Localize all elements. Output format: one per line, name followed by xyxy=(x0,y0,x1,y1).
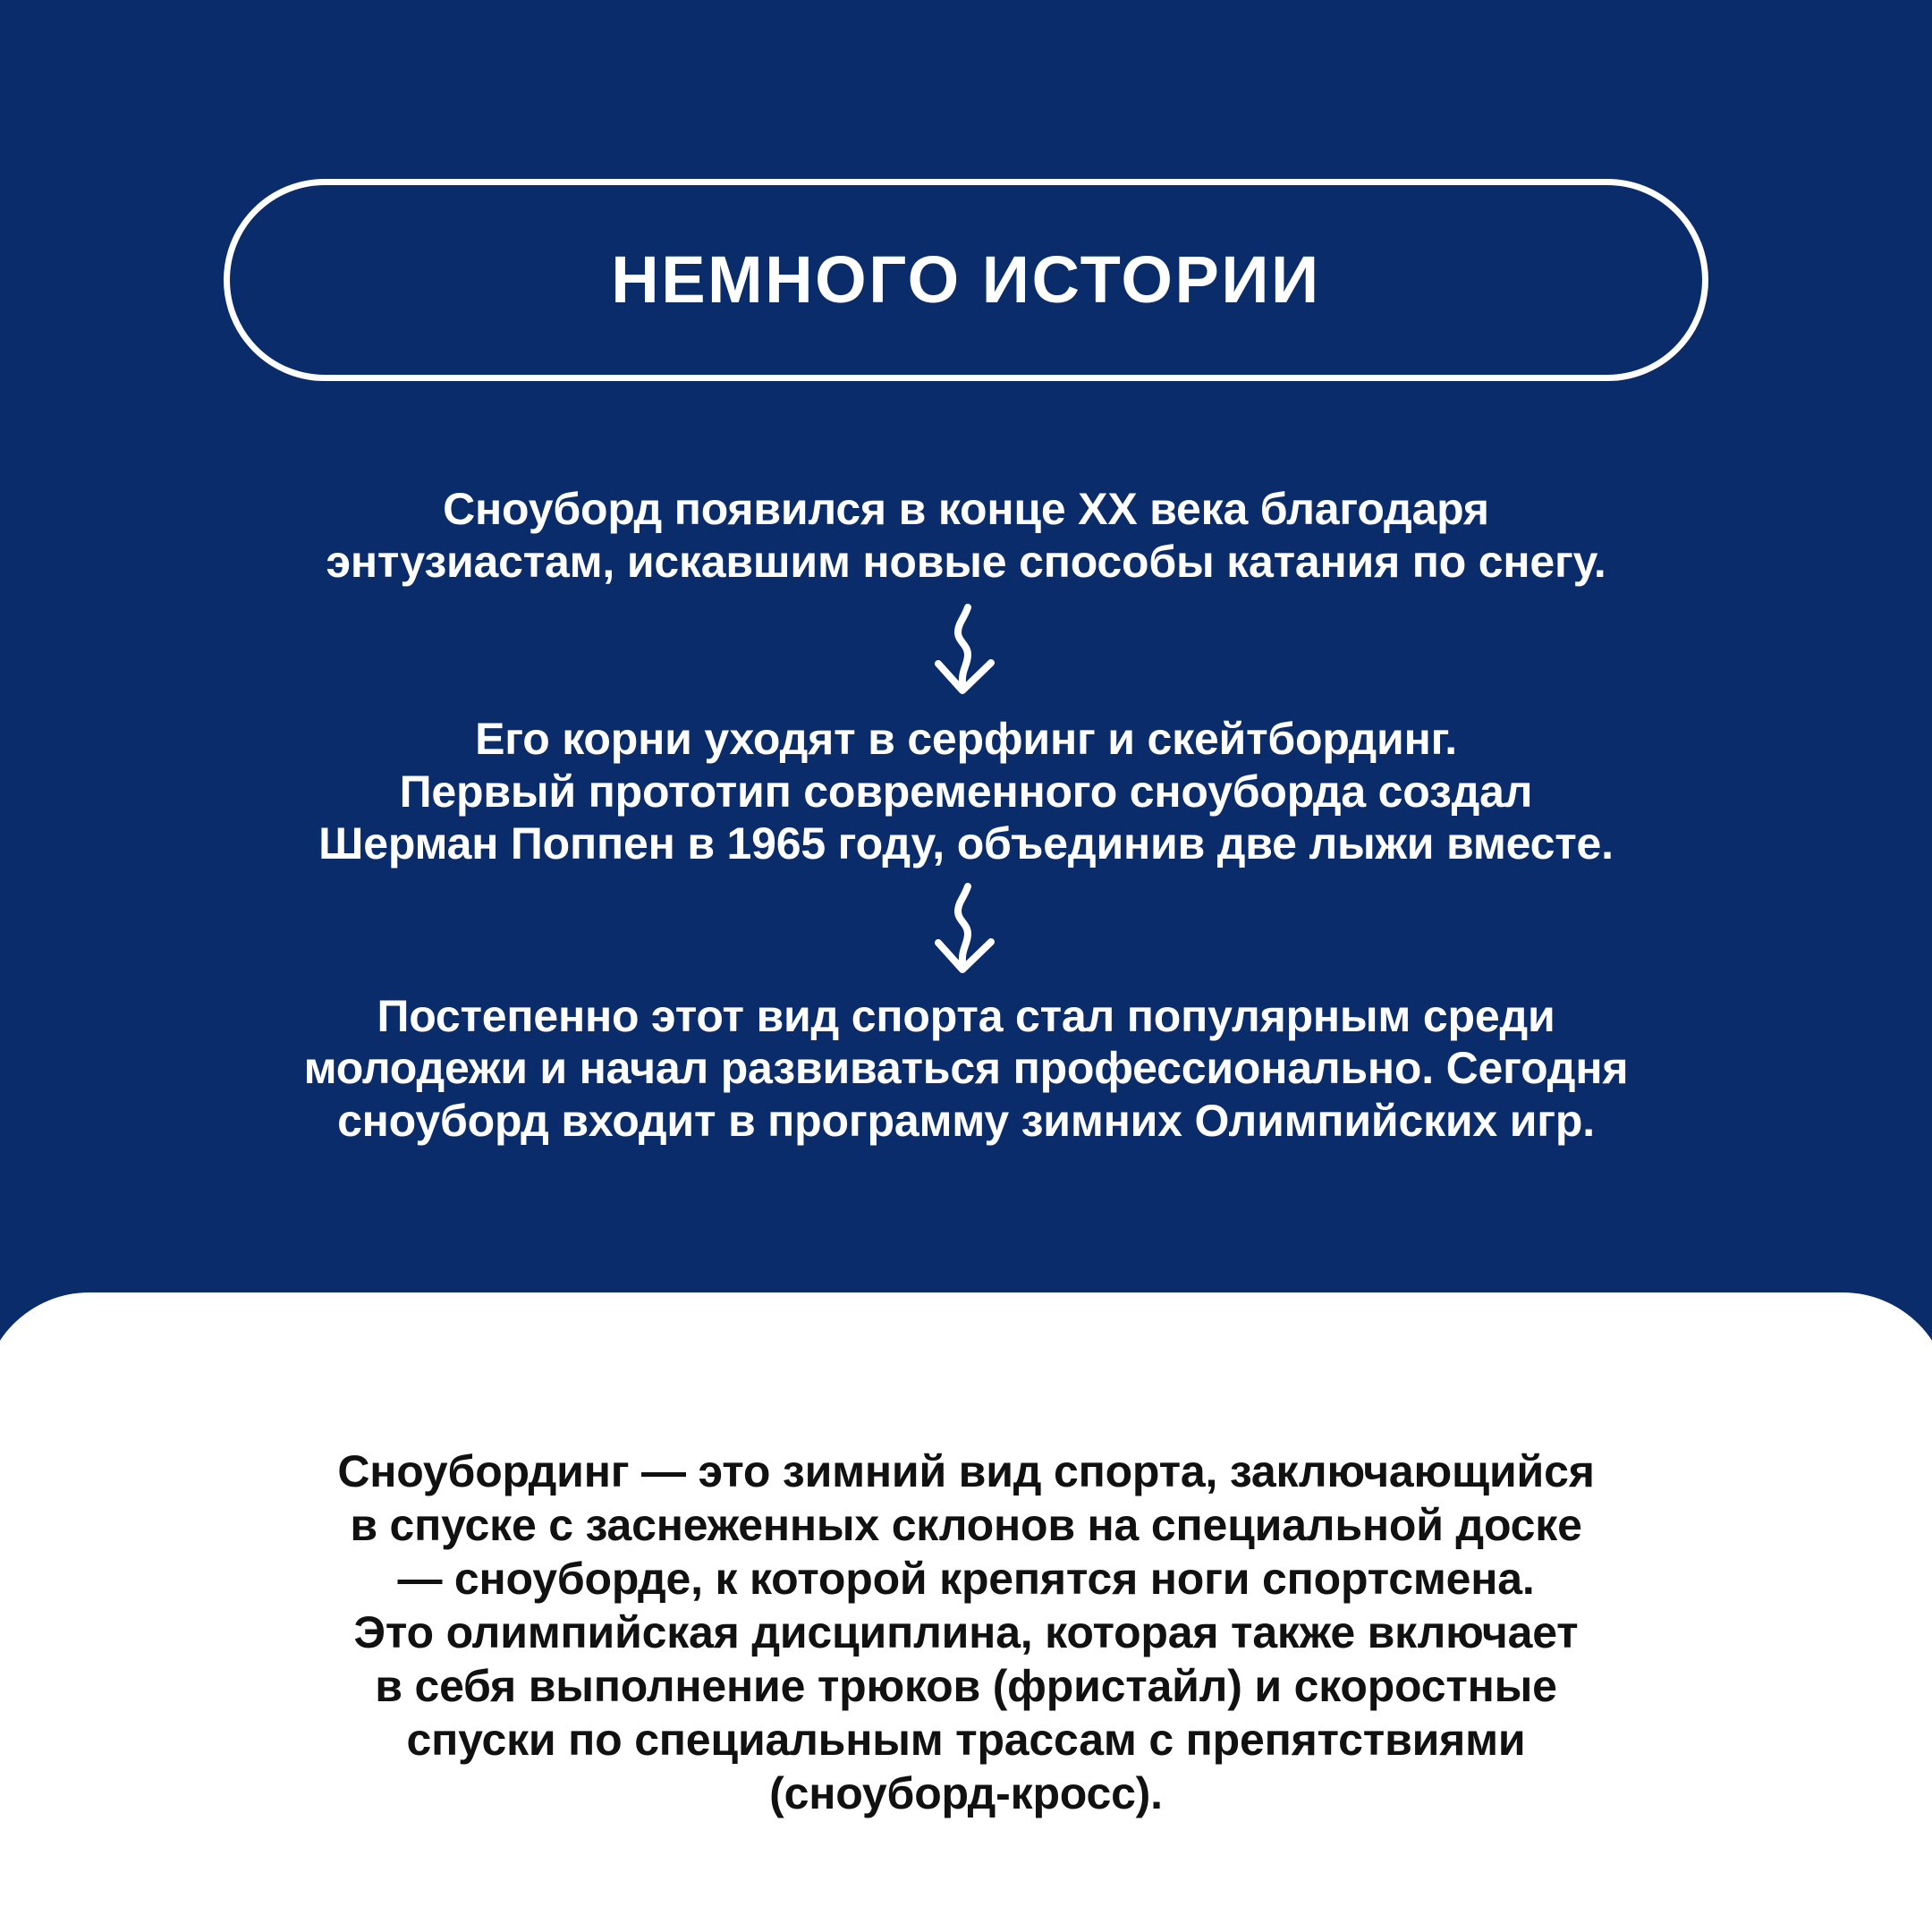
history-step-2-line-2: Первый прототип современного сноуборда создал xyxy=(399,766,1533,817)
page-title-pill xyxy=(224,179,1708,381)
history-step-3-line-3: сноуборд входит в программу зимних Олимпийских игр. xyxy=(337,1095,1595,1146)
definition-line-7: (сноуборд-кросс). xyxy=(769,1768,1163,1818)
history-step-2-line-3: Шерман Поппен в 1965 году, объединив две лыжи вместе. xyxy=(318,818,1614,869)
history-connector-2 xyxy=(0,883,1932,976)
history-step-1-line-2: энтузиастам, искавшим новые способы катания по снегу. xyxy=(326,536,1606,587)
definition-line-2: в спуске с заснеженных склонов на специальной доске xyxy=(350,1500,1582,1550)
definition-card xyxy=(0,1292,1932,1932)
history-connector-1 xyxy=(0,604,1932,697)
history-flow xyxy=(0,483,1932,1147)
definition-line-5: в себя выполнение трюков (фристайл) и скоростные xyxy=(375,1661,1557,1711)
history-step-1 xyxy=(116,483,1816,588)
definition-line-4: Это олимпийская дисциплина, которая также включает xyxy=(353,1607,1579,1657)
definition-card-text xyxy=(98,1445,1834,1820)
history-step-3 xyxy=(116,990,1816,1148)
definition-line-6: спуски по специальным трассам с препятствиями xyxy=(406,1715,1526,1765)
squiggly-down-arrow-icon xyxy=(928,883,1004,976)
history-step-2 xyxy=(116,713,1816,870)
history-step-1-line-1: Сноуборд появился в конце XX века благодаря xyxy=(443,484,1489,534)
history-step-2-line-1: Его корни уходят в серфинг и скейтбординг. xyxy=(475,714,1457,764)
page-title: НЕМНОГО ИСТОРИИ xyxy=(611,242,1321,317)
history-step-3-line-1: Постепенно этот вид спорта стал популярным среди xyxy=(377,990,1555,1041)
definition-line-1: Сноубординг — это зимний вид спорта, заключающийся xyxy=(337,1446,1595,1496)
squiggly-down-arrow-icon xyxy=(928,604,1004,697)
history-step-3-line-2: молодежи и начал развиваться профессионально. Сегодня xyxy=(303,1043,1629,1093)
definition-line-3: — сноуборде, к которой крепятся ноги спортсмена. xyxy=(397,1554,1535,1604)
